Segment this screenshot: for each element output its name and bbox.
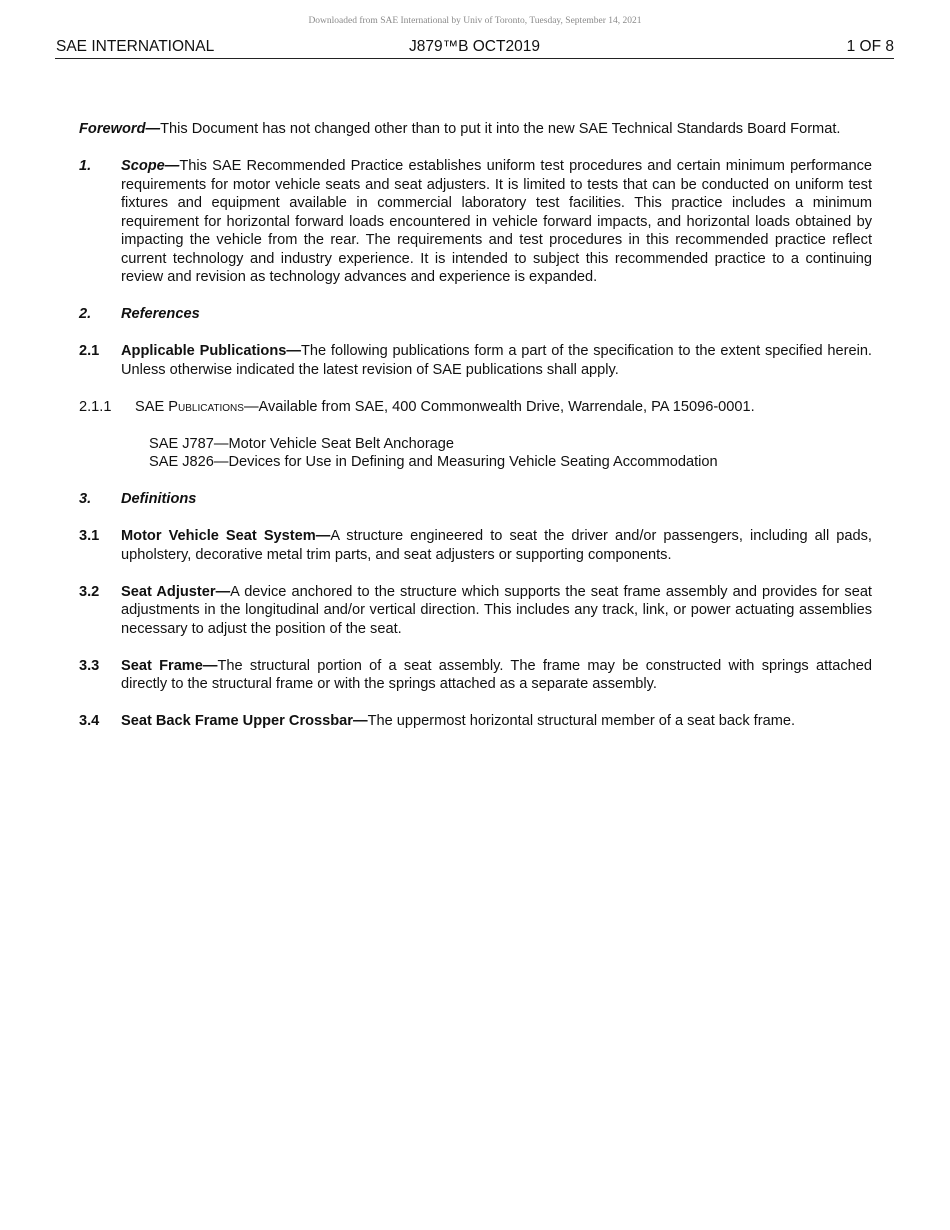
definition-text: A device anchored to the structure which supports the seat frame assembly and provides for seat adjustments in the longitudinal and/or vertical direction. This includes any track, link, or power actuating assemblies necessary to adjust the position of the seat. bbox=[121, 583, 872, 637]
section-scope bbox=[79, 157, 872, 287]
definition-term: Seat Adjuster— bbox=[121, 583, 231, 600]
definition-number: 3.1 bbox=[79, 528, 100, 544]
sae-publications-title: SAE Publications bbox=[135, 398, 244, 415]
references-title: References bbox=[121, 306, 200, 322]
definition-term: Motor Vehicle Seat System— bbox=[121, 528, 331, 544]
definition-text: The uppermost horizontal structural member of a seat back frame. bbox=[367, 713, 796, 729]
download-watermark: Downloaded from SAE International by Univ of Toronto, Tuesday, September 14, 2021 bbox=[308, 16, 642, 26]
definitions-title: Definitions bbox=[121, 491, 197, 507]
section-definitions bbox=[79, 490, 872, 509]
sae-publications-text: —Available from SAE, 400 Commonwealth Drive, Warrendale, PA 15096-0001. bbox=[243, 398, 755, 415]
definition-number: 3.2 bbox=[79, 583, 100, 600]
definition-text: A structure engineered to seat the driver and/or passengers, including all pads, upholstery, decorative metal trim parts, and seat adjusters or supporting components. bbox=[121, 528, 872, 563]
section-applicable-publications bbox=[79, 342, 872, 379]
page-header bbox=[55, 38, 894, 59]
reference-list bbox=[149, 435, 872, 472]
definition-item bbox=[79, 527, 872, 564]
header-organization: SAE INTERNATIONAL bbox=[56, 38, 215, 55]
document-body bbox=[79, 120, 872, 749]
scope-title: Scope— bbox=[121, 158, 180, 174]
header-document-id: J879™B OCT2019 bbox=[409, 38, 540, 55]
references-number: 2. bbox=[79, 306, 92, 322]
scope-number: 1. bbox=[79, 158, 92, 174]
applicable-publications-paragraph bbox=[121, 342, 872, 379]
definition-paragraph bbox=[121, 657, 872, 694]
definition-item bbox=[79, 657, 872, 694]
definition-paragraph bbox=[121, 712, 872, 731]
scope-paragraph bbox=[121, 157, 872, 287]
applicable-publications-text: The following publications form a part of the specification to the extent specified herein. Unless otherwise indicated the latest revision of SAE publications shall apply. bbox=[121, 343, 872, 378]
sae-publications-number: 2.1.1 bbox=[79, 398, 112, 415]
foreword-paragraph bbox=[79, 120, 872, 139]
foreword-text: This Document has not changed other than to put it into the new SAE Technical Standards Board Format. bbox=[160, 121, 841, 137]
applicable-publications-title: Applicable Publications— bbox=[121, 343, 301, 359]
definition-text: The structural portion of a seat assembly. The frame may be constructed with springs attached directly to the structural frame or with the springs attached as a separate assembly. bbox=[121, 657, 872, 692]
definition-item bbox=[79, 583, 872, 639]
scope-text: This SAE Recommended Practice establishes uniform test procedures and certain minimum performance requirements for motor vehicle seats and seat adjusters. It is limited to tests that can be conducted on uniform test fixtures and equipment available in commercial laboratory test facilities. This practice includes a minimum requirement for horizontal forward loads encountered in vehicle forward impacts, and horizontal loads obtained by impacting the vehicle from the rear. The requirements and test procedures in this recommended practice reflect current technology and industry experience. It is intended to subject this recommended practice to a continuing review and revision as technology advances and experience is expanded. bbox=[121, 158, 872, 285]
reference-item: SAE J826—Devices for Use in Defining and Measuring Vehicle Seating Accommodation bbox=[149, 454, 718, 470]
foreword-title: Foreword— bbox=[79, 121, 161, 137]
definition-term: Seat Back Frame Upper Crossbar— bbox=[121, 713, 368, 729]
definitions-number: 3. bbox=[79, 491, 92, 507]
section-references bbox=[79, 305, 872, 324]
definition-paragraph bbox=[121, 527, 872, 564]
applicable-publications-number: 2.1 bbox=[79, 343, 100, 359]
reference-item: SAE J787—Motor Vehicle Seat Belt Anchorage bbox=[149, 435, 455, 452]
definition-number: 3.4 bbox=[79, 713, 100, 729]
definition-paragraph bbox=[121, 583, 872, 639]
section-sae-publications bbox=[79, 398, 872, 417]
definition-term: Seat Frame— bbox=[121, 657, 218, 674]
definition-item bbox=[79, 712, 872, 731]
definition-number: 3.3 bbox=[79, 657, 100, 674]
header-page-number: 1 OF 8 bbox=[846, 38, 894, 55]
sae-publications-paragraph bbox=[135, 398, 872, 417]
